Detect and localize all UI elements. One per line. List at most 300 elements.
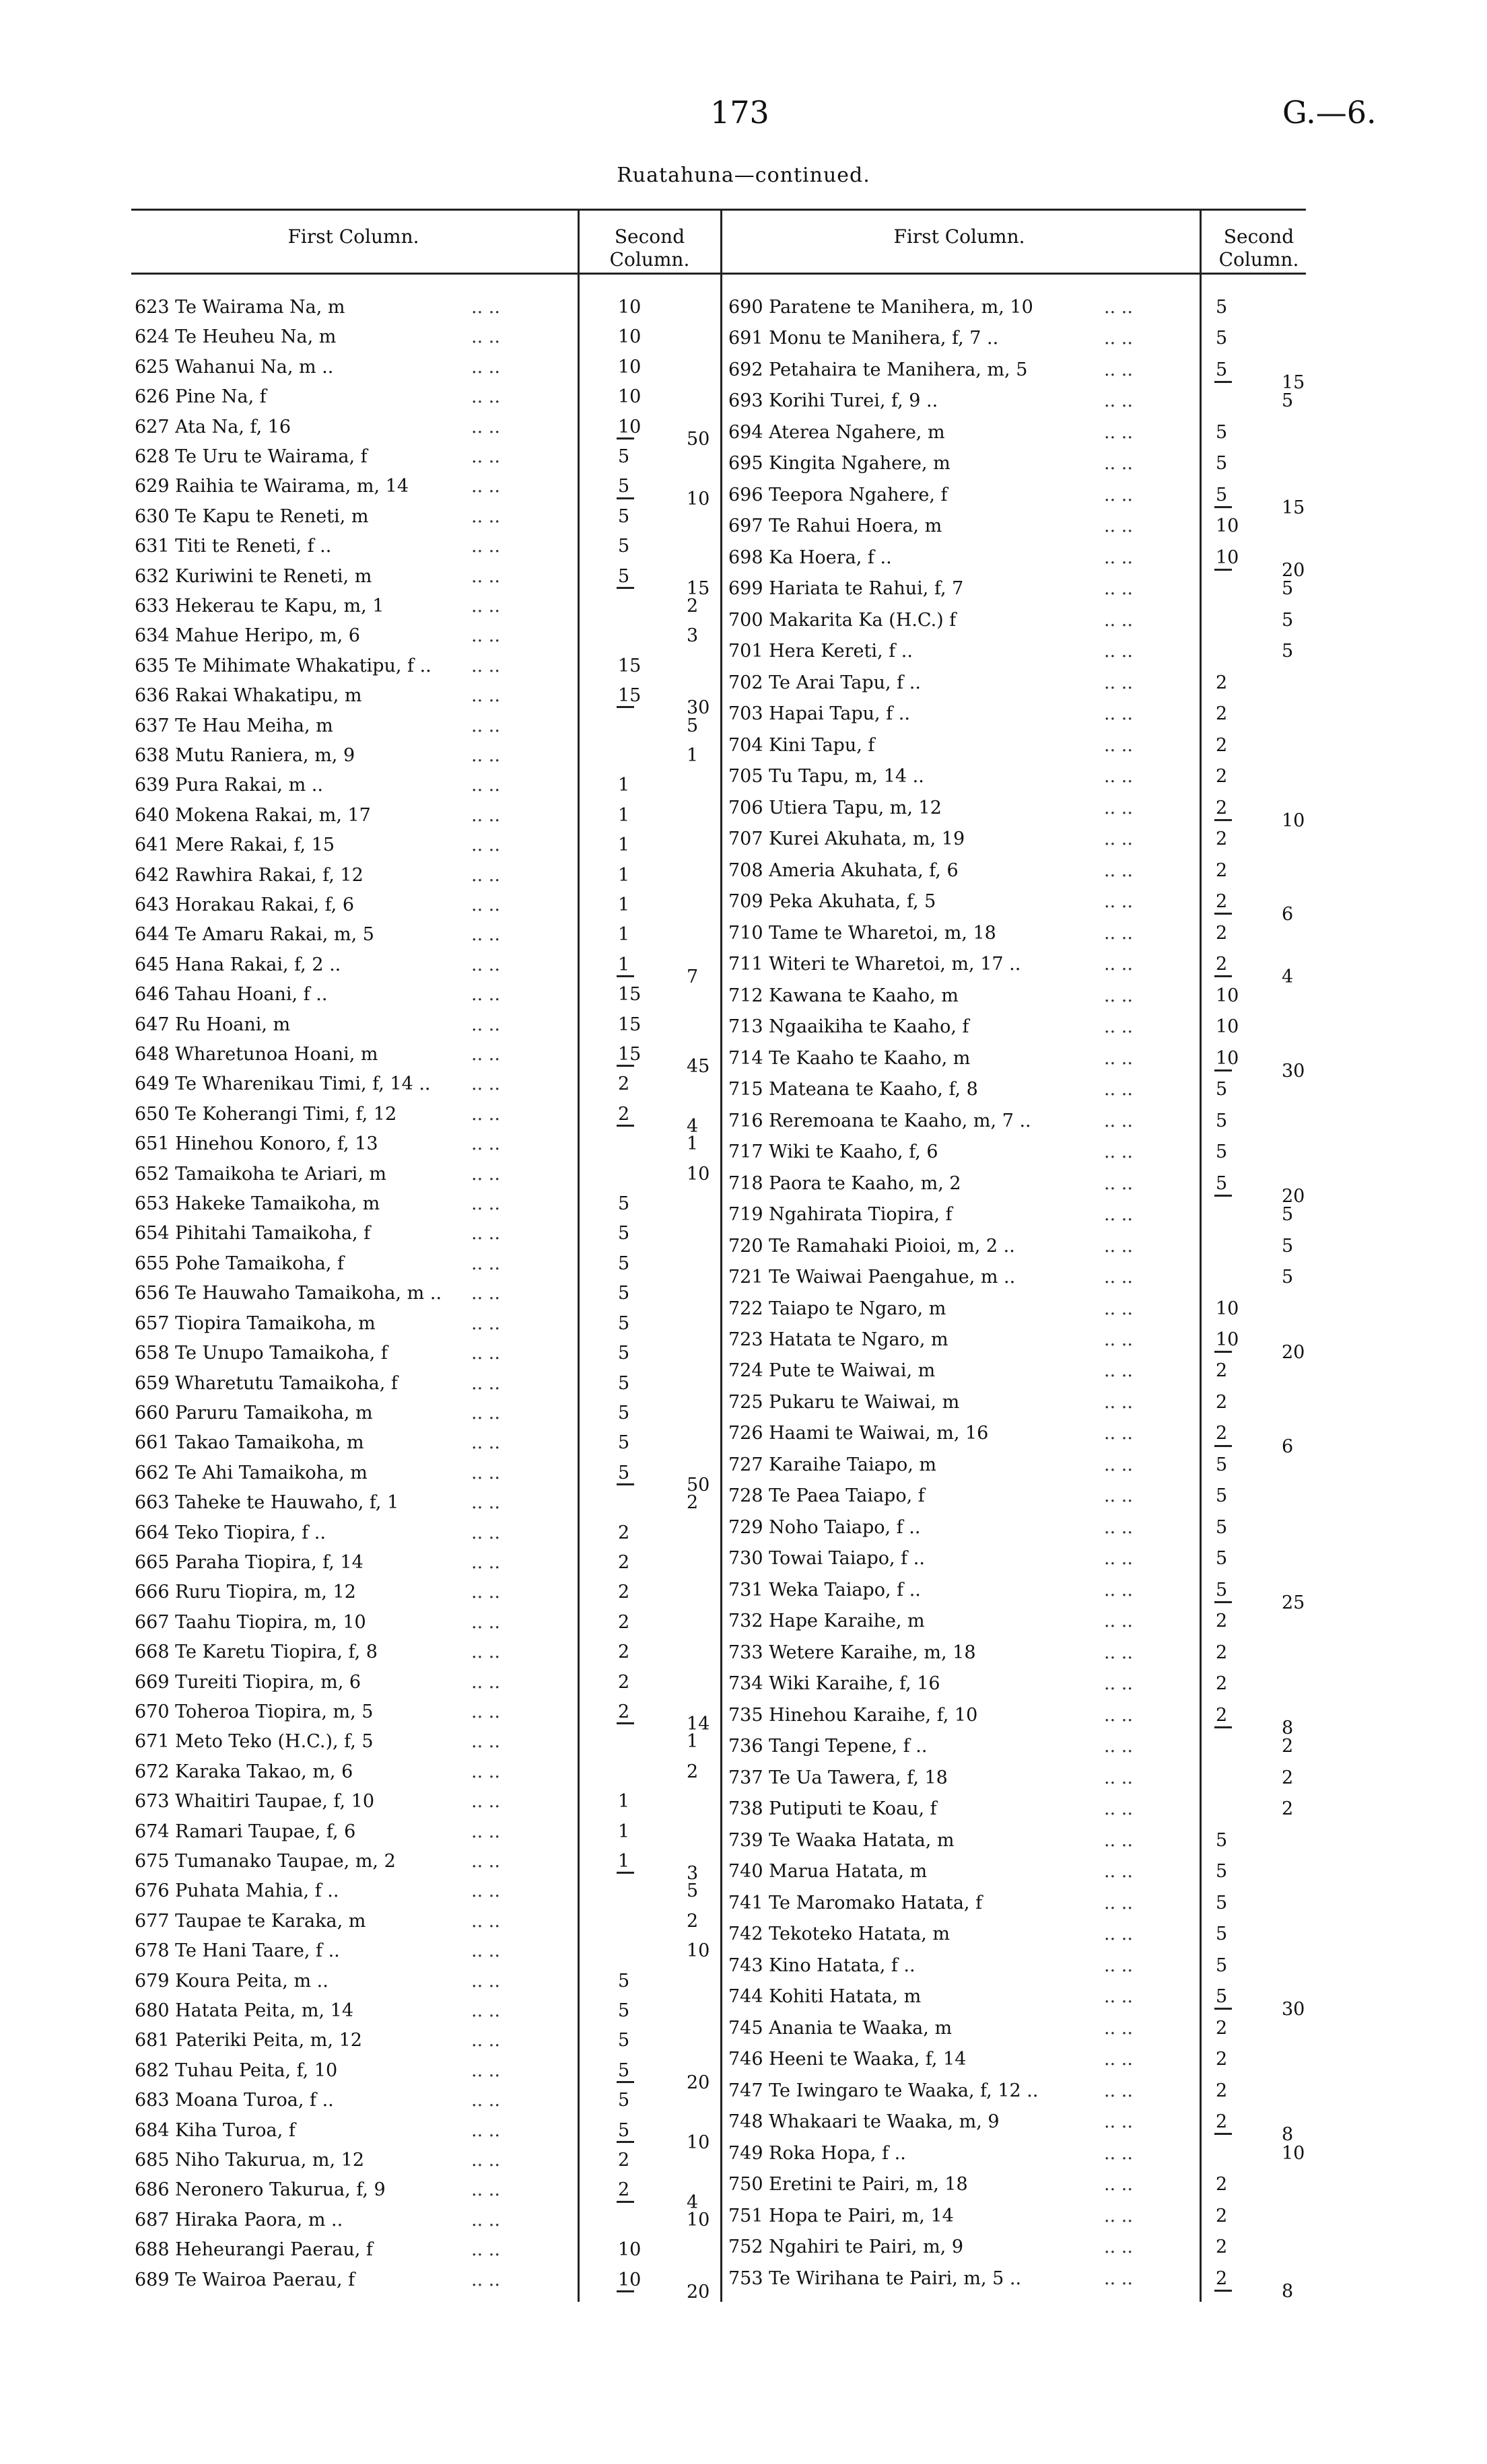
- table-row: [135, 2119, 740, 2142]
- subtotal-value: 8: [1282, 2124, 1294, 2146]
- table-row: [135, 595, 740, 618]
- subtotal-dash: [617, 2290, 634, 2292]
- entry-name: 658 Te Unupo Tamaikoha, f: [135, 1343, 388, 1364]
- second-column-value: 10: [618, 2239, 642, 2261]
- subtotal-dash: [617, 437, 634, 439]
- table-row: [135, 1581, 740, 1604]
- table-row: [728, 765, 1336, 788]
- header-bottom-rule: [131, 273, 1306, 275]
- second-column-value: 2: [1216, 2267, 1228, 2289]
- entry-name: 741 Te Maromako Hatata, f: [728, 1892, 983, 1913]
- entry-name: 666 Ruru Tiopira, m, 12: [135, 1582, 356, 1603]
- table-row: [135, 1970, 740, 1993]
- table-row: [135, 894, 740, 917]
- table-row: [135, 505, 740, 528]
- entry-name: 639 Pura Rakai, m ..: [135, 775, 323, 796]
- subtotal-dash: [1214, 913, 1232, 915]
- second-column-value: 2: [618, 1582, 630, 1603]
- entry-name: 700 Makarita Ka (H.C.) f: [728, 609, 957, 631]
- second-column-value: 1: [618, 864, 630, 886]
- table-row: [135, 2060, 740, 2082]
- table-row: [135, 2149, 740, 2172]
- subtotal-value: 20: [1282, 1185, 1305, 1207]
- table-row: [728, 577, 1336, 600]
- entry-name: 661 Takao Tamaikoha, m: [135, 1432, 364, 1454]
- entry-name: 720 Te Ramahaki Pioioi, m, 2 ..: [728, 1235, 1015, 1257]
- entry-name: 686 Neronero Takurua, f, 9: [135, 2179, 386, 2201]
- table-row: [728, 1610, 1336, 1633]
- leader-dots: .. ..: [1104, 641, 1133, 662]
- table-row: [728, 421, 1336, 444]
- leader-dots: .. ..: [471, 565, 500, 587]
- entry-name: 751 Hopa te Pairi, m, 14: [728, 2205, 954, 2226]
- second-column-value: 5: [1216, 1955, 1228, 1976]
- second-column-value: 2: [1216, 829, 1228, 850]
- leader-dots: .. ..: [471, 775, 500, 796]
- second-column-value: 1: [618, 804, 630, 826]
- leader-dots: .. ..: [471, 715, 500, 736]
- second-column-value: 2: [618, 2179, 630, 2201]
- table-row: [135, 1462, 740, 1485]
- subtotal-value: 15: [687, 577, 710, 599]
- table-row: [728, 1547, 1336, 1570]
- second-column-value: 2: [1216, 891, 1228, 913]
- leader-dots: .. ..: [471, 356, 500, 378]
- entry-name: 716 Reremoana te Kaaho, m, 7 ..: [728, 1110, 1031, 1131]
- second-column-value: 5: [1216, 1172, 1228, 1194]
- second-column-value: 10: [1216, 547, 1239, 568]
- leader-dots: .. ..: [471, 1761, 500, 1782]
- subtotal-dash: [617, 1722, 634, 1724]
- table-row: [135, 2179, 740, 2202]
- leader-dots: .. ..: [471, 625, 500, 647]
- table-row: [728, 515, 1336, 538]
- table-row: [135, 983, 740, 1006]
- entry-name: 669 Tureiti Tiopira, m, 6: [135, 1671, 361, 1693]
- second-column-value: 15: [618, 655, 642, 676]
- entry-name: 685 Niho Takurua, m, 12: [135, 2149, 365, 2171]
- entry-name: 648 Wharetunoa Hoani, m: [135, 1044, 378, 1065]
- leader-dots: .. ..: [1104, 1454, 1133, 1475]
- entry-name: 624 Te Heuheu Na, m: [135, 326, 337, 348]
- leader-dots: .. ..: [471, 505, 500, 527]
- entry-name: 690 Paratene te Manihera, m, 10: [728, 297, 1033, 318]
- entry-name: 732 Hape Karaihe, m: [728, 1611, 925, 1632]
- entry-name: 705 Tu Tapu, m, 14 ..: [728, 766, 924, 787]
- leader-dots: .. ..: [1104, 1986, 1133, 2008]
- entry-name: 671 Meto Teko (H.C.), f, 5: [135, 1731, 374, 1753]
- entry-name: 674 Ramari Taupae, f, 6: [135, 1821, 356, 1842]
- subtotal-dash: [617, 1125, 634, 1127]
- leader-dots: .. ..: [471, 1223, 500, 1244]
- entry-name: 725 Pukaru te Waiwai, m: [728, 1391, 960, 1413]
- leader-dots: .. ..: [471, 685, 500, 707]
- entry-name: 677 Taupae te Karaka, m: [135, 1910, 366, 1932]
- entry-name: 707 Kurei Akuhata, m, 19: [728, 829, 965, 850]
- table-row: [728, 1516, 1336, 1539]
- leader-dots: .. ..: [1104, 516, 1133, 537]
- leader-dots: .. ..: [1104, 1579, 1133, 1600]
- leader-dots: .. ..: [471, 1312, 500, 1334]
- entry-name: 645 Hana Rakai, f, 2 ..: [135, 954, 341, 975]
- second-column-value: 2: [618, 1103, 630, 1125]
- table-row: [728, 890, 1336, 913]
- table-row: [728, 922, 1336, 945]
- subtotal-dash: [617, 2141, 634, 2143]
- leader-dots: .. ..: [471, 2090, 500, 2111]
- table-row: [728, 1298, 1336, 1321]
- leader-dots: .. ..: [1104, 1047, 1133, 1069]
- header-first-column-left: First Column.: [287, 225, 419, 248]
- table-row: [135, 1940, 740, 1963]
- table-row: [728, 1673, 1336, 1695]
- entry-name: 714 Te Kaaho te Kaaho, m: [728, 1047, 971, 1069]
- second-column-value: 10: [1216, 516, 1239, 537]
- entry-name: 644 Te Amaru Rakai, m, 5: [135, 924, 374, 946]
- entry-name: 694 Aterea Ngahere, m: [728, 421, 945, 443]
- leader-dots: .. ..: [471, 1731, 500, 1753]
- subtotal-dash: [1214, 381, 1232, 383]
- table-row: [135, 1014, 740, 1036]
- entry-name: 664 Teko Tiopira, f ..: [135, 1522, 326, 1543]
- second-column-value: 5: [1216, 1548, 1228, 1570]
- table-row: [728, 2048, 1336, 2071]
- entry-name: 730 Towai Taiapo, f ..: [728, 1548, 925, 1570]
- subtotal-value: 20: [1282, 560, 1305, 582]
- table-row: [135, 2089, 740, 2112]
- leader-dots: .. ..: [471, 536, 500, 557]
- entry-name: 670 Toheroa Tiopira, m, 5: [135, 1701, 374, 1722]
- table-row: [728, 1485, 1336, 1508]
- subtotal-dash: [1214, 1069, 1232, 1071]
- leader-dots: .. ..: [1104, 1329, 1133, 1350]
- table-row: [728, 1704, 1336, 1727]
- leader-dots: .. ..: [471, 1492, 500, 1514]
- single-share-value: 5: [1282, 1267, 1294, 1288]
- table-row: [135, 1821, 740, 1843]
- second-column-value: 2: [1216, 2049, 1228, 2070]
- subtotal-value: 10: [687, 2132, 710, 2153]
- table-row: [135, 1671, 740, 1694]
- table-row: [135, 1432, 740, 1454]
- entry-name: 633 Hekerau te Kapu, m, 1: [135, 596, 384, 617]
- single-share-value: 1: [687, 745, 699, 767]
- table-row: [728, 1203, 1336, 1226]
- table-row: [728, 1735, 1336, 1758]
- table-row: [728, 1454, 1336, 1477]
- leader-dots: .. ..: [1104, 672, 1133, 693]
- table-row: [728, 1360, 1336, 1382]
- second-column-value: 2: [1216, 1611, 1228, 1632]
- table-row: [728, 1047, 1336, 1070]
- second-column-value: 5: [618, 1253, 630, 1274]
- subtotal-dash: [1214, 1601, 1232, 1603]
- second-column-value: 5: [618, 1462, 630, 1483]
- entry-name: 632 Kuriwini te Reneti, m: [135, 565, 372, 587]
- second-column-value: 2: [1216, 766, 1228, 787]
- second-column-value: 10: [618, 386, 642, 408]
- table-row: [728, 2173, 1336, 2196]
- table-row: [728, 1642, 1336, 1664]
- entry-name: 724 Pute te Waiwai, m: [728, 1360, 936, 1382]
- subtotal-dash: [617, 1483, 634, 1485]
- subtotal-dash: [617, 1872, 634, 1874]
- entry-name: 728 Te Paea Taiapo, f: [728, 1485, 925, 1507]
- entry-name: 746 Heeni te Waaka, f, 14: [728, 2049, 967, 2070]
- table-row: [135, 834, 740, 857]
- leader-dots: .. ..: [1104, 891, 1133, 913]
- table-row: [728, 797, 1336, 820]
- table-row: [135, 625, 740, 647]
- second-column-value: 15: [618, 1044, 642, 1065]
- leader-dots: .. ..: [1104, 1767, 1133, 1788]
- leader-dots: .. ..: [471, 804, 500, 826]
- entry-name: 715 Mateana te Kaaho, f, 8: [728, 1079, 978, 1100]
- table-row: [728, 327, 1336, 350]
- table-row: [135, 1073, 740, 1096]
- table-row: [135, 475, 740, 498]
- second-column-value: 1: [618, 775, 630, 796]
- single-share-value: 2: [1282, 1736, 1294, 1757]
- second-column-value: 10: [618, 297, 642, 318]
- leader-dots: .. ..: [471, 1044, 500, 1065]
- entry-name: 745 Anania te Waaka, m: [728, 2017, 953, 2039]
- entry-name: 704 Kini Tapu, f: [728, 734, 875, 756]
- table-row: [135, 446, 740, 468]
- second-column-value: 1: [618, 1850, 630, 1872]
- second-column-value: 10: [618, 356, 642, 378]
- entry-name: 695 Kingita Ngahere, m: [728, 453, 950, 474]
- entry-name: 627 Ata Na, f, 16: [135, 416, 291, 437]
- leader-dots: .. ..: [471, 2030, 500, 2051]
- second-column-value: 2: [1216, 2017, 1228, 2039]
- subtotal-value: 50: [687, 428, 710, 450]
- table-row: [728, 484, 1336, 507]
- table-row: [728, 609, 1336, 632]
- second-column-value: 2: [1216, 1642, 1228, 1663]
- second-column-value: 2: [618, 2149, 630, 2171]
- subtotal-value: 14: [687, 1714, 710, 1735]
- second-column-value: 5: [1216, 484, 1228, 505]
- entry-name: 676 Puhata Mahia, f ..: [135, 1880, 339, 1902]
- leader-dots: .. ..: [471, 1791, 500, 1812]
- leader-dots: .. ..: [471, 1133, 500, 1155]
- leader-dots: .. ..: [1104, 1642, 1133, 1663]
- second-column-value: 2: [618, 1522, 630, 1543]
- entry-name: 663 Taheke te Hauwaho, f, 1: [135, 1492, 399, 1514]
- second-column-value: 10: [1216, 1047, 1239, 1069]
- single-share-value: 5: [1282, 1204, 1294, 1226]
- table-row: [135, 1522, 740, 1545]
- leader-dots: .. ..: [471, 2119, 500, 2141]
- leader-dots: .. ..: [471, 1432, 500, 1454]
- leader-dots: .. ..: [1104, 1141, 1133, 1163]
- leader-dots: .. ..: [471, 2209, 500, 2230]
- entry-name: 735 Hinehou Karaihe, f, 10: [728, 1704, 978, 1726]
- table-row: [728, 296, 1336, 319]
- table-row: [135, 1253, 740, 1275]
- table-row: [135, 386, 740, 409]
- second-column-value: 5: [618, 1193, 630, 1215]
- table-row: [728, 1767, 1336, 1790]
- single-share-value: 10: [687, 1163, 710, 1185]
- entry-name: 652 Tamaikoha te Ariari, m: [135, 1163, 387, 1185]
- entry-name: 706 Utiera Tapu, m, 12: [728, 797, 942, 818]
- entry-name: 749 Roka Hopa, f ..: [728, 2142, 906, 2164]
- table-row: [135, 1790, 740, 1813]
- entry-name: 651 Hinehou Konoro, f, 13: [135, 1133, 378, 1155]
- entry-name: 636 Rakai Whakatipu, m: [135, 685, 362, 707]
- table-row: [728, 390, 1336, 413]
- leader-dots: .. ..: [471, 1582, 500, 1603]
- leader-dots: .. ..: [471, 476, 500, 497]
- table-row: [728, 953, 1336, 976]
- leader-dots: .. ..: [471, 924, 500, 946]
- subtotal-value: 6: [1282, 904, 1294, 925]
- leader-dots: .. ..: [1104, 1485, 1133, 1507]
- second-column-value: 5: [1216, 1454, 1228, 1475]
- entry-name: 692 Petahaira te Manihera, m, 5: [728, 359, 1028, 380]
- subtotal-value: 50: [687, 1474, 710, 1495]
- entry-name: 713 Ngaaikiha te Kaaho, f: [728, 1016, 969, 1038]
- leader-dots: .. ..: [1104, 547, 1133, 568]
- subtotal-value: 10: [1282, 810, 1305, 831]
- subtotal-dash: [1214, 1726, 1232, 1728]
- second-column-value: 5: [1216, 1579, 1228, 1600]
- table-row: [728, 1329, 1336, 1351]
- leader-dots: .. ..: [471, 1671, 500, 1693]
- entry-name: 634 Mahue Heripo, m, 6: [135, 625, 360, 647]
- subtotal-dash: [1214, 1445, 1232, 1447]
- entry-name: 630 Te Kapu te Reneti, m: [135, 505, 369, 527]
- leader-dots: .. ..: [1104, 859, 1133, 881]
- entry-name: 737 Te Ua Tawera, f, 18: [728, 1767, 948, 1788]
- table-row: [728, 672, 1336, 695]
- second-column-value: 2: [1216, 2205, 1228, 2226]
- second-column-value: 5: [1216, 453, 1228, 474]
- table-row: [135, 774, 740, 797]
- table-row: [728, 1235, 1336, 1258]
- table-row: [135, 2029, 740, 2052]
- second-column-value: 2: [1216, 703, 1228, 725]
- leader-dots: .. ..: [1104, 1673, 1133, 1695]
- entry-name: 726 Haami te Waiwai, m, 16: [728, 1423, 989, 1444]
- single-share-value: 2: [687, 1910, 699, 1932]
- subtotal-value: 4: [687, 1116, 699, 1137]
- second-column-value: 5: [1216, 421, 1228, 443]
- subtotal-value: 25: [1282, 1592, 1305, 1614]
- entry-name: 717 Wiki te Kaaho, f, 6: [728, 1141, 938, 1163]
- second-column-value: 2: [1216, 922, 1228, 944]
- table-row: [728, 703, 1336, 726]
- second-column-value: 5: [1216, 297, 1228, 318]
- table-row: [135, 1193, 740, 1216]
- table-row: [135, 1282, 740, 1305]
- leader-dots: .. ..: [471, 446, 500, 467]
- second-column-value: 1: [618, 835, 630, 856]
- leader-dots: .. ..: [1104, 1172, 1133, 1194]
- second-column-value: 10: [1216, 1298, 1239, 1319]
- entry-name: 709 Peka Akuhata, f, 5: [728, 891, 936, 913]
- second-column-value: 5: [1216, 1861, 1228, 1882]
- table-row: [728, 1266, 1336, 1289]
- entry-name: 660 Paruru Tamaikoha, m: [135, 1402, 373, 1423]
- second-column-value: 5: [1216, 1079, 1228, 1100]
- subtotal-dash: [1214, 2133, 1232, 2135]
- entry-name: 659 Wharetutu Tamaikoha, f: [135, 1372, 398, 1394]
- leader-dots: .. ..: [1104, 1235, 1133, 1257]
- table-row: [728, 547, 1336, 569]
- second-column-value: 2: [1216, 2080, 1228, 2101]
- entry-name: 731 Weka Taiapo, f ..: [728, 1579, 921, 1600]
- leader-dots: .. ..: [1104, 766, 1133, 787]
- second-column-value: 5: [1216, 1516, 1228, 1538]
- single-share-value: 10: [687, 2209, 710, 2230]
- leader-dots: .. ..: [471, 596, 500, 617]
- table-row: [728, 1923, 1336, 1946]
- leader-dots: .. ..: [471, 835, 500, 856]
- entry-name: 662 Te Ahi Tamaikoha, m: [135, 1462, 368, 1483]
- leader-dots: .. ..: [1104, 359, 1133, 380]
- table-row: [135, 1641, 740, 1664]
- table-row: [728, 2111, 1336, 2134]
- table-row: [135, 804, 740, 827]
- leader-dots: .. ..: [471, 1283, 500, 1304]
- second-column-value: 1: [618, 894, 630, 916]
- entry-name: 740 Marua Hatata, m: [728, 1861, 928, 1882]
- leader-dots: .. ..: [471, 894, 500, 916]
- leader-dots: .. ..: [1104, 2017, 1133, 2039]
- second-column-value: 2: [1216, 797, 1228, 818]
- single-share-value: 10: [1282, 2142, 1305, 2164]
- entry-name: 750 Eretini te Pairi, m, 18: [728, 2174, 968, 2195]
- table-row: [135, 1222, 740, 1245]
- leader-dots: .. ..: [1104, 1548, 1133, 1570]
- leader-dots: .. ..: [471, 1642, 500, 1663]
- table-row: [728, 1985, 1336, 2008]
- entry-name: 701 Hera Kereti, f ..: [728, 641, 913, 662]
- second-column-value: 2: [1216, 1704, 1228, 1726]
- entry-name: 683 Moana Turoa, f ..: [135, 2090, 334, 2111]
- leader-dots: .. ..: [471, 1850, 500, 1872]
- table-row: [728, 1110, 1336, 1133]
- subtotal-dash: [1214, 1351, 1232, 1353]
- leader-dots: .. ..: [1104, 1298, 1133, 1319]
- section-title: Ruatahuna—continued.: [617, 164, 870, 187]
- entry-name: 721 Te Waiwai Paengahue, m ..: [728, 1267, 1016, 1288]
- entry-name: 628 Te Uru te Wairama, f: [135, 446, 368, 467]
- second-column-value: 2: [1216, 954, 1228, 975]
- single-share-value: 10: [687, 1940, 710, 1962]
- second-column-value: 5: [618, 1432, 630, 1454]
- entry-name: 739 Te Waaka Hatata, m: [728, 1829, 955, 1851]
- table-row: [135, 296, 740, 319]
- entry-name: 650 Te Koherangi Timi, f, 12: [135, 1103, 397, 1125]
- table-row: [728, 859, 1336, 882]
- entry-name: 718 Paora te Kaaho, m, 2: [728, 1172, 961, 1194]
- table-row: [135, 2000, 740, 2022]
- table-top-rule: [131, 209, 1306, 211]
- entry-name: 678 Te Hani Taare, f ..: [135, 1940, 340, 1962]
- single-share-value: 5: [1282, 390, 1294, 412]
- single-share-value: 5: [1282, 641, 1294, 662]
- table-row: [135, 655, 740, 678]
- leader-dots: .. ..: [1104, 2205, 1133, 2226]
- subtotal-value: 7: [687, 966, 699, 988]
- second-column-value: 5: [618, 565, 630, 587]
- leader-dots: .. ..: [1104, 1391, 1133, 1413]
- second-column-value: 5: [1216, 1986, 1228, 2008]
